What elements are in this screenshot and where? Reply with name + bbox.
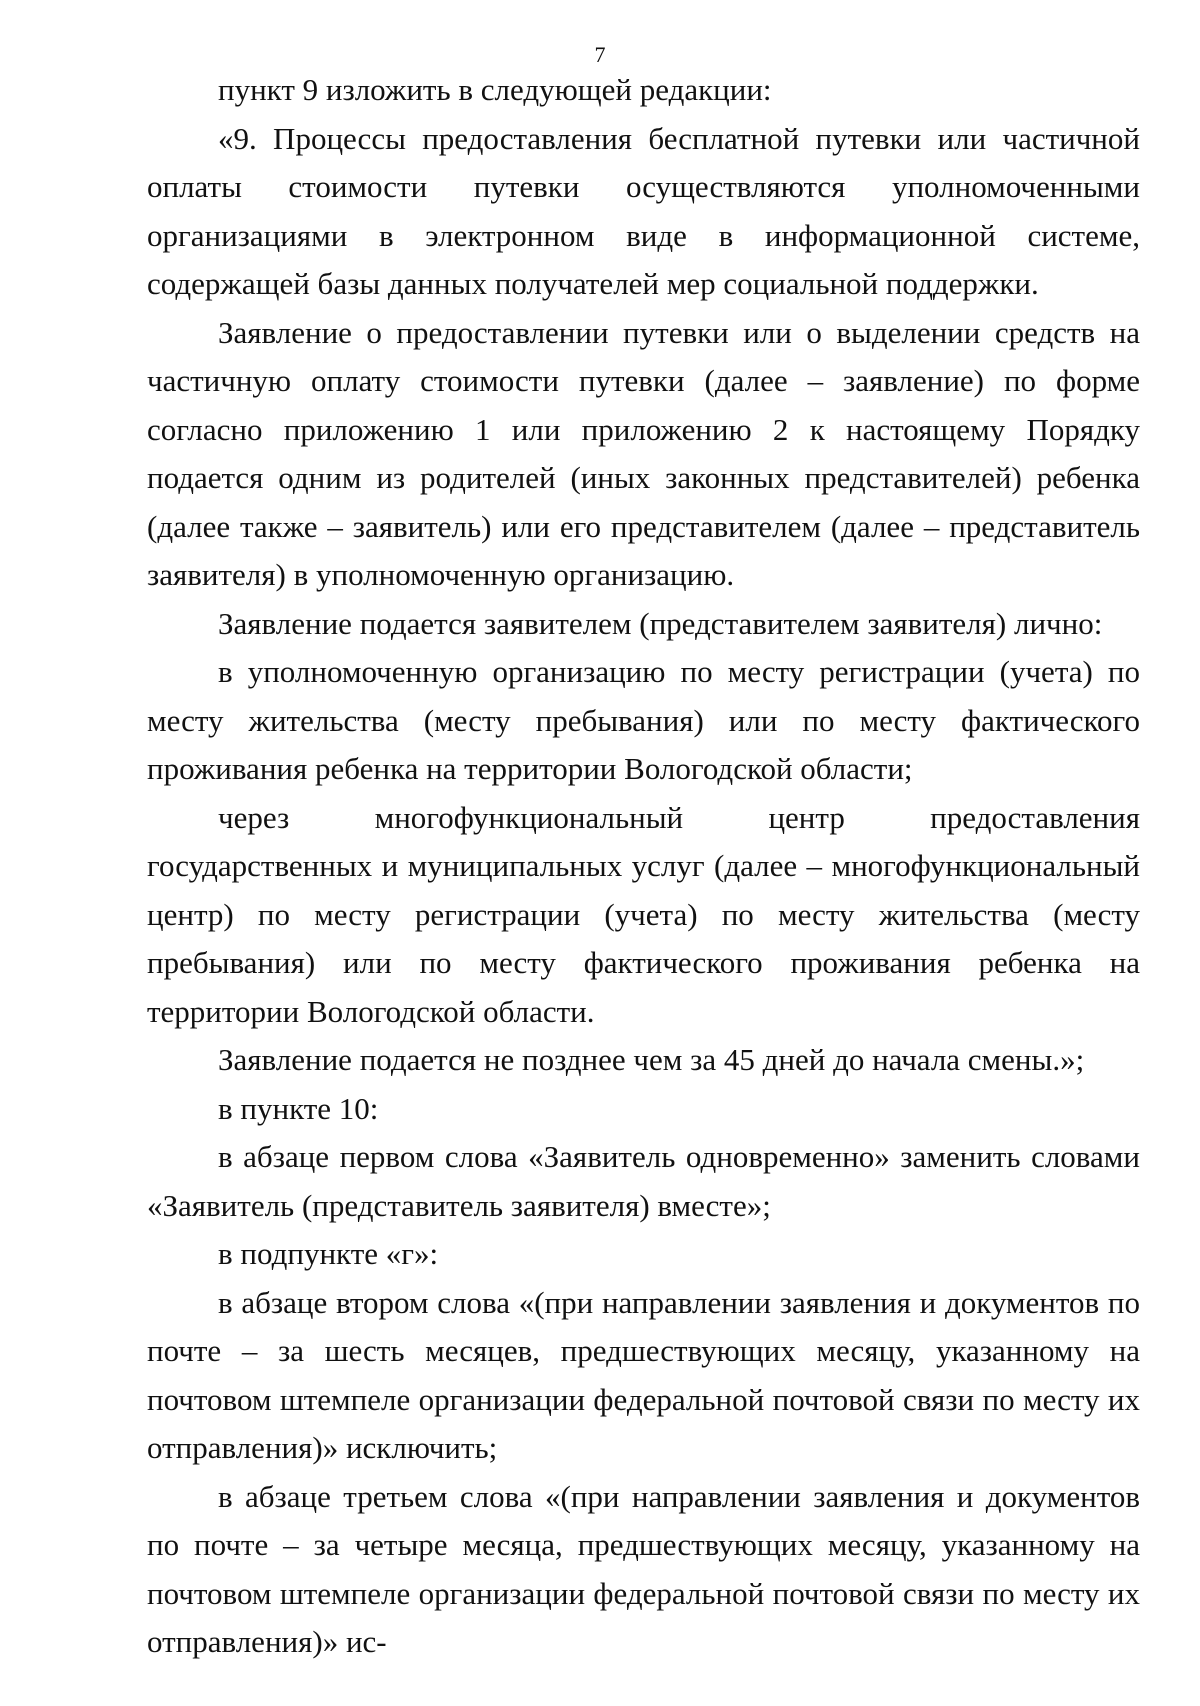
- paragraph-6: через многофункциональный центр предоставления государственных и муниципальных услуг (далее – многофункциональный центр) по месту регистрации (учета) по месту жительства (месту пребывания) или по месту фактического проживания ребенка на территории Вологодской области.: [147, 799, 1140, 1029]
- paragraph-4: Заявление подается заявителем (представителем заявителя) лично:: [218, 605, 1103, 641]
- paragraph-11: в абзаце втором слова «(при направлении заявления и документов по почте – за шесть месяцев, предшествующих месяцу, указанному на почтовом штемпеле организации федеральной почтовой связи по месту их отправления)» исключить;: [147, 1284, 1140, 1465]
- page-number: 7: [594, 42, 606, 67]
- paragraph-2: «9. Процессы предоставления бесплатной путевки или частичной оплаты стоимости путевки осуществляются уполномоченными организациями в электронном виде в информационной системе, содержащей базы данных получателей мер социальной поддержки.: [147, 120, 1140, 301]
- paragraph-10: в подпункте «г»:: [218, 1236, 439, 1271]
- paragraph-7: Заявление подается не позднее чем за 45 дней до начала смены.»;: [218, 1042, 1085, 1077]
- paragraph-3: Заявление о предоставлении путевки или о выделении средств на частичную оплату стоимости путевки (далее – заявление) по форме согласно приложению 1 или приложению 2 к настоящему Порядку подается одним из родителей (иных законных представителей) ребенка (далее также – заявитель) или его представителем (далее – представитель заявителя) в уполномоченную организацию.: [147, 314, 1140, 592]
- paragraph-9: в абзаце первом слова «Заявитель одновременно» заменить словами «Заявитель (представитель заявителя) вместе»;: [147, 1139, 1140, 1223]
- paragraph-12: в абзаце третьем слова «(при направлении заявления и документов по почте – за четыре месяца, предшествующих месяцу, указанному на почтовом штемпеле организации федеральной почтовой связи по месту их отправления)» ис-: [147, 1478, 1140, 1659]
- paragraph-5: в уполномоченную организацию по месту регистрации (учета) по месту жительства (месту пребывания) или по месту фактического проживания ребенка на территории Вологодской области;: [147, 654, 1140, 786]
- document-body: [147, 66, 1140, 1667]
- paragraph-8: в пункте 10:: [218, 1090, 379, 1126]
- paragraph-1: пункт 9 изложить в следующей редакции:: [218, 72, 772, 107]
